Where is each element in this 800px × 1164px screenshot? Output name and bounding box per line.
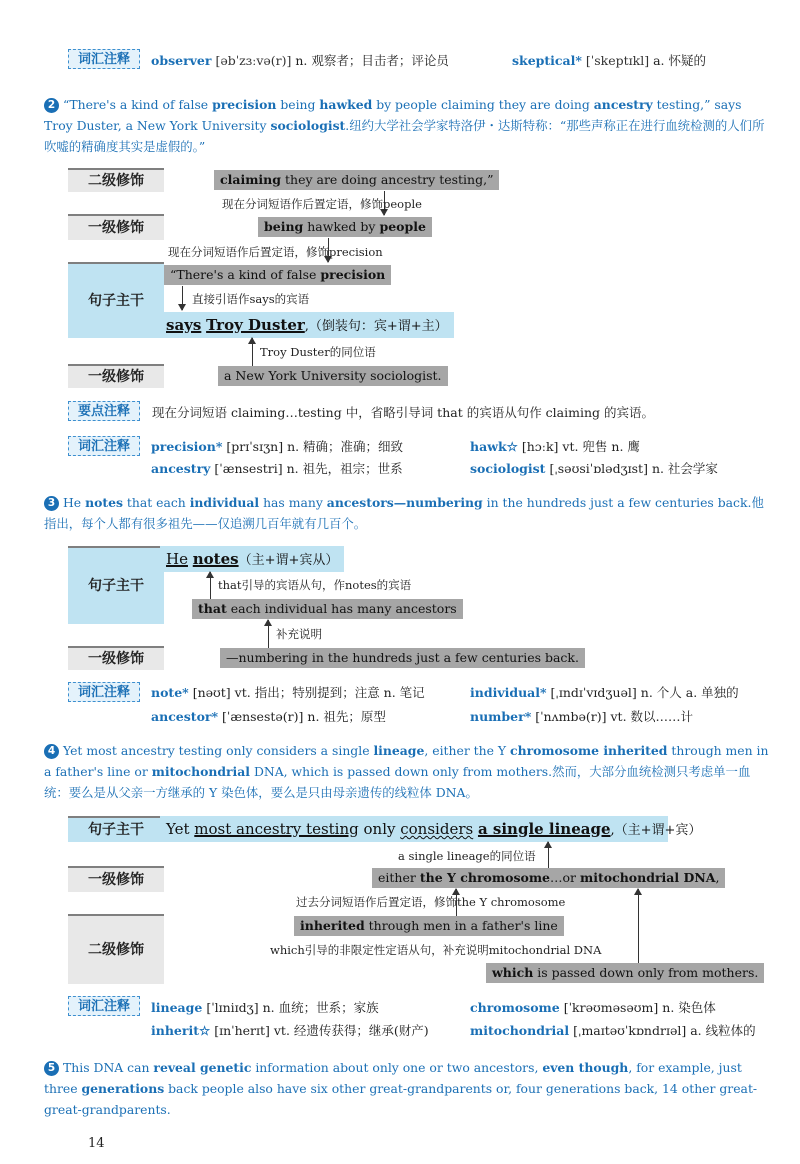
label-first-level: 一级修饰 — [68, 646, 164, 670]
vocab-entry: sociologist [ˌsəʊsiˈɒlədʒɪst] n. 社会学家 — [470, 461, 718, 476]
arrow — [638, 889, 639, 963]
sentence-number: 2 — [44, 98, 59, 113]
clause-box: being hawked by people — [258, 217, 432, 237]
keypoint-text: 现在分词短语 claiming…testing 中，省略引导词 that 的宾语从句作 claiming 的宾语。 — [152, 405, 655, 420]
vocab-entry: number* [ˈnʌmbə(r)] vt. 数以……计 — [470, 709, 694, 724]
clause-box: inherited through men in a father's line — [294, 916, 564, 936]
main-clause: He notes（主+谓+宾从） — [160, 546, 344, 572]
annotation: which引导的非限定性定语从句，补充说明mitochondrial DNA — [270, 943, 602, 957]
annotation: 现在分词短语作后置定语，修饰people — [222, 197, 422, 211]
annotation: a single lineage的同位语 — [398, 849, 536, 863]
arrow — [268, 620, 269, 648]
main-clause: Yet most ancestry testing only considers a single lineage,（主+谓+宾） — [160, 816, 668, 842]
vocab-tag: 词汇注释 — [68, 436, 140, 456]
arrow — [210, 572, 211, 600]
annotation: 补充说明 — [276, 627, 322, 641]
clause-box: that each individual has many ancestors — [192, 599, 463, 619]
annotation: Troy Duster的同位语 — [260, 345, 376, 359]
vocab-tag: 词汇注释 — [68, 682, 140, 702]
label-main-clause: 句子主干 — [68, 262, 164, 338]
vocab-entry: ancestry [ˈænsestri] n. 祖先，祖宗；世系 — [151, 461, 403, 476]
vocab-entry: observer [əbˈzɜːvə(r)] n. 观察者；目击者；评论员 — [151, 53, 449, 68]
sentence-3: 3 He notes that each individual has many ancestors—numbering in the hundreds just a few centuries back.他指出，每个人都有很多祖先——仅追溯几百年就有几百个。 — [44, 495, 764, 531]
clause-box: either the Y chromosome…or mitochondrial DNA, — [372, 868, 725, 888]
label-second-level: 二级修饰 — [68, 168, 164, 192]
vocab-entry: hawk☆ [hɔːk] vt. 兜售 n. 鹰 — [470, 439, 640, 454]
vocab-entry: mitochondrial [ˌmaɪtəʊˈkɒndrɪəl] a. 线粒体的 — [470, 1023, 756, 1038]
main-clause: says Troy Duster,（倒装句：宾+谓+主） — [160, 312, 454, 338]
sentence-number: 3 — [44, 496, 59, 511]
annotation: that引导的宾语从句，作notes的宾语 — [218, 578, 412, 592]
arrow — [548, 842, 549, 868]
vocab-entry: ancestor* [ˈænsestə(r)] n. 祖先；原型 — [151, 709, 386, 724]
clause-box: “There's a kind of false precision — [164, 265, 391, 285]
clause-box: claiming they are doing ancestry testing,” — [214, 170, 499, 190]
sentence-5: 5 This DNA can reveal genetic information about only one or two ancestors, even though, for example, just three generations back people also have six other great-grandparents or, four generations back, 14 other great-great-grandparents. — [44, 1060, 758, 1117]
clause-box: —numbering in the hundreds just a few centuries back. — [220, 648, 585, 668]
vocab-tag: 词汇注释 — [68, 996, 140, 1016]
vocab-entry: chromosome [ˈkrəʊməsəʊm] n. 染色体 — [470, 1000, 716, 1015]
sentence-number: 5 — [44, 1061, 59, 1076]
clause-box: which is passed down only from mothers. — [486, 963, 764, 983]
label-main-clause: 句子主干 — [68, 816, 164, 842]
annotation: 现在分词短语作后置定语，修饰precision — [168, 245, 383, 259]
sentence-2: 2 “There's a kind of false precision being hawked by people claiming they are doing ancestry testing,” says Troy Duster, a New York University sociologist.纽约大学社会学家特洛伊・达斯特称：“那些声称正在进行血统检测的人们所吹嘘的精确度其实是虚假的。” — [44, 97, 765, 154]
annotation: 直接引语作says的宾语 — [192, 292, 310, 306]
vocab-tag: 词汇注释 — [68, 49, 140, 69]
keypoint-tag: 要点注释 — [68, 401, 140, 421]
vocab-entry: precision* [prɪˈsɪʒn] n. 精确；准确；细致 — [151, 439, 404, 454]
label-first-level: 一级修饰 — [68, 866, 164, 892]
clause-box: a New York University sociologist. — [218, 366, 448, 386]
sentence-number: 4 — [44, 744, 59, 759]
arrow — [252, 338, 253, 366]
label-first-level: 一级修饰 — [68, 214, 164, 240]
page-number: 14 — [88, 1136, 105, 1151]
sentence-4: 4 Yet most ancestry testing only considers a single lineage, either the Y chromosome inherited through men in a father's line or mitochondrial DNA, which is passed down only from mothers.然而，大部分血统检测只考虑单一血统：要么是从父亲一方继承的 Y 染色体，要么是只由母亲遗传的线粒体 DNA。 — [44, 743, 769, 800]
annotation: 过去分词短语作后置定语，修饰the Y chromosome — [296, 895, 566, 909]
vocab-entry: inherit☆ [ɪnˈherɪt] vt. 经遗传获得；继承(财产) — [151, 1023, 429, 1038]
arrow — [182, 286, 183, 310]
label-main-clause: 句子主干 — [68, 546, 164, 624]
vocab-entry: note* [nəʊt] vt. 指出；特别提到；注意 n. 笔记 — [151, 685, 425, 700]
vocab-entry: lineage [ˈlɪniɪdʒ] n. 血统；世系；家族 — [151, 1000, 379, 1015]
label-second-level: 二级修饰 — [68, 914, 164, 984]
vocab-entry: skeptical* [ˈskeptɪkl] a. 怀疑的 — [512, 53, 706, 68]
vocab-entry: individual* [ˌɪndɪˈvɪdʒuəl] n. 个人 a. 单独的 — [470, 685, 739, 700]
label-first-level: 一级修饰 — [68, 364, 164, 388]
